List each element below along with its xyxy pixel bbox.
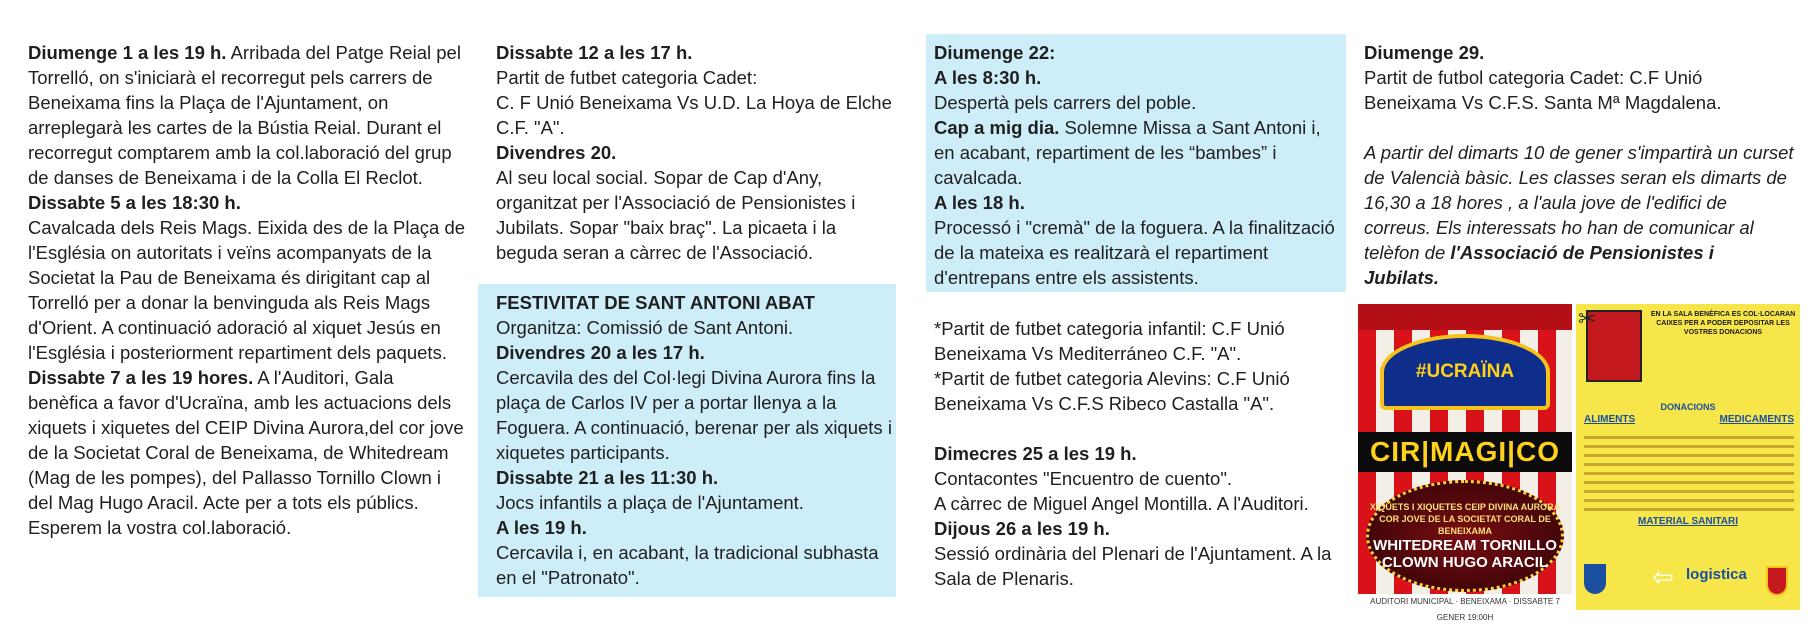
- poster-stage-lines: XIQUETS I XIQUETES CEIP DIVINA AURORA COR JOVE DE LA SOCIETAT CORAL DE BENEIXAMA: [1369, 502, 1561, 536]
- event-description: Despertà pels carrers del poble.: [934, 92, 1197, 113]
- event-date: A les 19 h.: [496, 517, 587, 538]
- section-title: Diumenge 22:: [934, 42, 1056, 63]
- event-date: Diumenge 29.: [1364, 42, 1485, 63]
- event-date: Divendres 20 a les 17 h.: [496, 342, 705, 363]
- event-description: Al seu local social. Sopar de Cap d'Any, organitzat per l'Associació de Pensionistes i Jubilats. Sopar "baix braç". La picaeta i la beguda seran a càrrec de l'Associació.: [496, 167, 856, 263]
- event-date: Dijous 26 a les 19 h.: [934, 518, 1110, 539]
- coat-of-arms-icon: [1766, 566, 1788, 596]
- poster-donations-panel: [1576, 304, 1800, 610]
- event-jan-1: [28, 40, 468, 190]
- column-3: [934, 316, 1344, 591]
- poster-title: CIR|MAGI|CO: [1358, 432, 1572, 472]
- event-description: Partit de futbol categoria Cadet: C.F Unió Beneixama Vs C.F.S. Santa Mª Magdalena.: [1364, 67, 1722, 113]
- aliments-label: ALIMENTS: [1584, 414, 1636, 425]
- column-2: [496, 40, 896, 265]
- football-match: *Partit de futbet categoria infantil: C.F Unió Beneixama Vs Mediterráneo C.F. "A".: [934, 318, 1285, 364]
- logistica-logo: logistica: [1686, 566, 1747, 583]
- course-notice: [1364, 140, 1794, 290]
- poster-stage-performers: WHITEDREAM TORNILLO CLOWN HUGO ARACIL: [1373, 537, 1557, 571]
- event-description: Cercavila i, en acabant, la tradicional subhasta en el "Patronato".: [496, 542, 879, 588]
- medicaments-label: MEDICAMENTS: [1719, 414, 1794, 425]
- event-date: A les 18 h.: [934, 192, 1025, 213]
- event-description: Cercavila des del Col·legi Divina Aurora fins la plaça de Carlos IV per a portar llenya a la Foguera. A continuació, berenar per als xiquets i xiquetes participants.: [496, 367, 892, 463]
- event-description: Jocs infantils a plaça de l'Ajuntament.: [496, 492, 804, 513]
- column-4: [1364, 40, 1794, 290]
- event-mass: [934, 115, 1344, 190]
- event-description: Processó i "cremà" de la foguera. A la finalització de la mateixa es realitzarà el repartiment d'entrepans entre els assistents.: [934, 217, 1335, 288]
- charity-gala-poster: [1358, 304, 1800, 622]
- poster-footer: AUDITORI MUNICIPAL · BENEIXAMA · DISSABTE 7 GENER 19:00H: [1358, 594, 1572, 610]
- poster-stage: [1366, 480, 1564, 592]
- section-title: FESTIVITAT DE SANT ANTONI ABAT: [496, 292, 815, 313]
- event-description: Solemne Missa a Sant Antoni i, en acabant, repartiment de les “bambes” i cavalcada.: [934, 117, 1321, 188]
- course-contact: l'Associació de Pensionistes i Jubilats.: [1364, 242, 1714, 288]
- event-date: Dissabte 5 a les 18:30 h.: [28, 192, 241, 213]
- donations-label: DONACIONS: [1660, 402, 1716, 412]
- event-date: Dissabte 21 a les 11:30 h.: [496, 467, 719, 488]
- event-description: Sessió ordinària del Plenari de l'Ajuntament. A la Sala de Plenaris.: [934, 543, 1332, 589]
- event-description: Arribada del Patge Reial pel Torrelló, on s'iniciarà el recorregut pels carrers de Beneixama fins la Plaça de l'Ajuntament, on arreplegarà les cartes de la Bústia Reial. Durant el recorregut comptarem amb la col.laboració del grup de danses de Beneixama i de la Colla El Reclot.: [28, 42, 461, 188]
- event-description: Partit de futbet categoria Cadet: C. F Unió Beneixama Vs U.D. La Hoya de Elche C.F. "A".: [496, 67, 892, 138]
- organizer: Organitza: Comissió de Sant Antoni.: [496, 317, 794, 338]
- shield-icon: [1584, 564, 1606, 594]
- event-date: Cap a mig dia.: [934, 117, 1060, 138]
- event-description: Cavalcada dels Reis Mags. Eixida des de la Plaça de l'Església on autoritats i veïns acompanyats de la Societat la Pau de Beneixama és dirigitant cap al Torrelló per a donar la benvinguda als Reis Mags d'Orient. A continuació adoració al xiquet Jesús en l'Església i posteriorment repartiment dels paquets.: [28, 217, 466, 363]
- event-date: Divendres 20.: [496, 142, 617, 163]
- sant-antoni-box: [478, 284, 896, 597]
- donation-list-lines: [1584, 430, 1794, 517]
- football-match: *Partit de futbet categoria Alevins: C.F Unió Beneixama Vs C.F.S Ribeco Castalla "A".: [934, 368, 1290, 414]
- event-date: Dissabte 7 a les 19 hores.: [28, 367, 254, 388]
- sunday-22-box: [926, 34, 1346, 292]
- donations-header: EN LA SALA BENÈFICA ES COL·LOCARAN CAIXES PER A PODER DEPOSITAR LES VOSTRES DONACIONS: [1650, 311, 1796, 336]
- event-date: Diumenge 1 a les 19 h.: [28, 42, 227, 63]
- course-text: A partir del dimarts 10 de gener s'impartirà un curset de Valencià bàsic. Les classes seran els dimarts de 16,30 a 18 hores , a l'aula jove de l'edifici de correus. Els interessats ho han de comunicar al telèfon de: [1364, 142, 1794, 263]
- poster-circus-panel: [1358, 304, 1572, 622]
- poster-tent-label: #UCRAÏNA: [1380, 334, 1550, 410]
- donation-categories: [1584, 414, 1794, 425]
- scissors-icon: ✂: [1578, 306, 1597, 331]
- event-description: Contacontes "Encuentro de cuento". A càrrec de Miguel Angel Montilla. A l'Auditori.: [934, 468, 1309, 514]
- arrow-left-icon: ⇦: [1652, 562, 1674, 592]
- column-1: [28, 40, 468, 540]
- event-date: Dimecres 25 a les 19 h.: [934, 443, 1137, 464]
- event-jan-7: [28, 365, 468, 540]
- material-label: MATERIAL SANITARI: [1638, 516, 1738, 527]
- event-date: Dissabte 12 a les 17 h.: [496, 42, 693, 63]
- event-date: A les 8:30 h.: [934, 67, 1042, 88]
- event-description: A l'Auditori, Gala benèfica a favor d'Ucraïna, amb les actuacions dels xiquets i xiquetes del CEIP Divina Aurora,del cor jove de la Societat Coral de Beneixama, de Whitedream (Mag de les pompes), del Pallasso Tornillo Clown i del Mag Hugo Aracil. Acte per a tots els públics. Esperem la vostra col.laboració.: [28, 367, 464, 538]
